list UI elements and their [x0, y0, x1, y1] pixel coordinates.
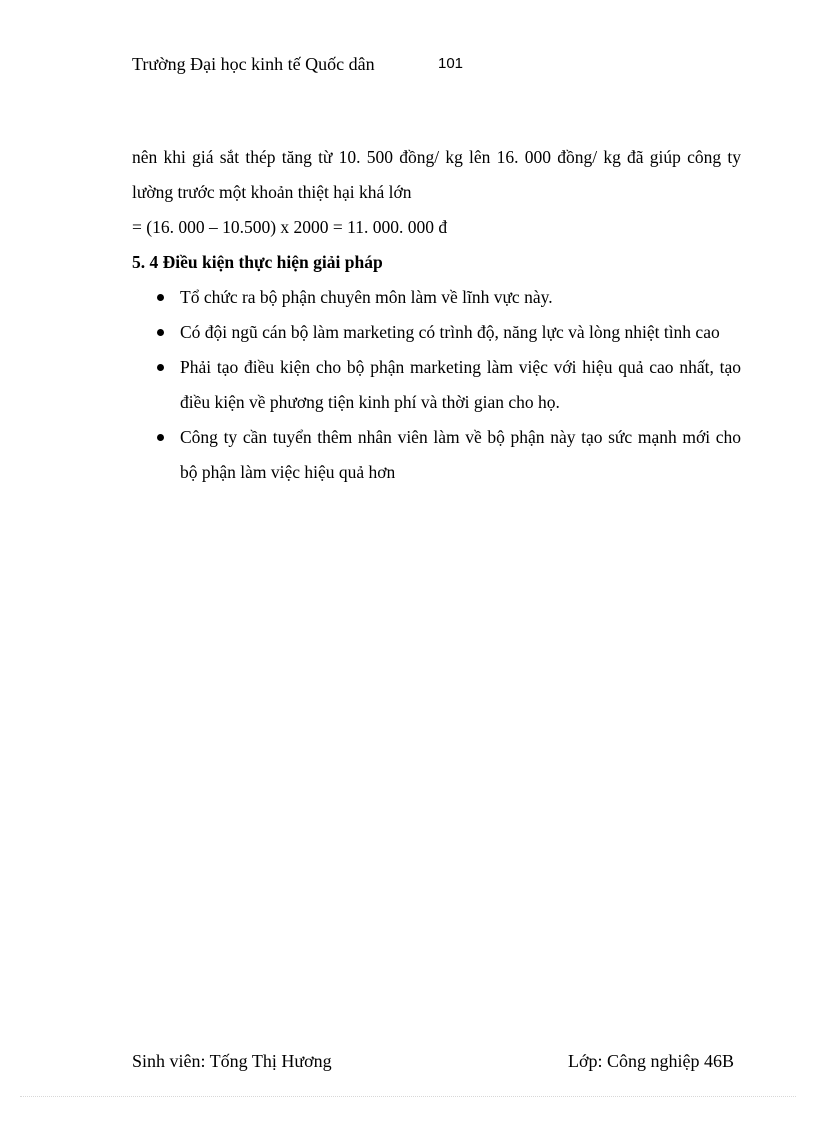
list-item — [132, 420, 741, 490]
footer-class: Lớp: Công nghiệp 46B — [567, 1051, 734, 1071]
bullet-icon — [157, 434, 164, 441]
footer-student-name: Sinh viên: Tống Thị Hương — [132, 1051, 332, 1071]
section-heading: 5. 4 Điều kiện thực hiện giải pháp — [132, 252, 383, 272]
body-paragraph: nên khi giá sắt thép tăng từ 10. 500 đồng/ kg lên 16. 000 đồng/ kg đã giúp công ty lường trước một khoản thiệt hại khá lớn — [132, 147, 741, 202]
list-item-text: Phải tạo điều kiện cho bộ phận marketing làm việc với hiệu quả cao nhất, tạo điều kiện về phương tiện kinh phí và thời gian cho họ. — [180, 357, 741, 412]
list-item — [132, 350, 741, 420]
list-item — [132, 280, 741, 315]
bullet-icon — [157, 329, 164, 336]
list-item — [132, 315, 741, 350]
document-body — [132, 140, 741, 490]
cost-formula: = (16. 000 – 10.500) x 2000 = 11. 000. 000 đ — [132, 217, 448, 237]
page-number: 101 — [438, 55, 464, 72]
conditions-list — [132, 280, 741, 490]
page-header-school: Trường Đại học kinh tế Quốc dân — [132, 54, 375, 74]
bullet-icon — [157, 364, 164, 371]
bullet-icon — [157, 294, 164, 301]
page-bottom-divider — [20, 1096, 796, 1097]
list-item-text: Có đội ngũ cán bộ làm marketing có trình độ, năng lực và lòng nhiệt tình cao — [180, 322, 720, 342]
list-item-text: Tổ chức ra bộ phận chuyên môn làm về lĩnh vực này. — [180, 287, 553, 307]
list-item-text: Công ty cần tuyển thêm nhân viên làm về bộ phận này tạo sức mạnh mới cho bộ phận làm việc hiệu quả hơn — [180, 427, 741, 482]
